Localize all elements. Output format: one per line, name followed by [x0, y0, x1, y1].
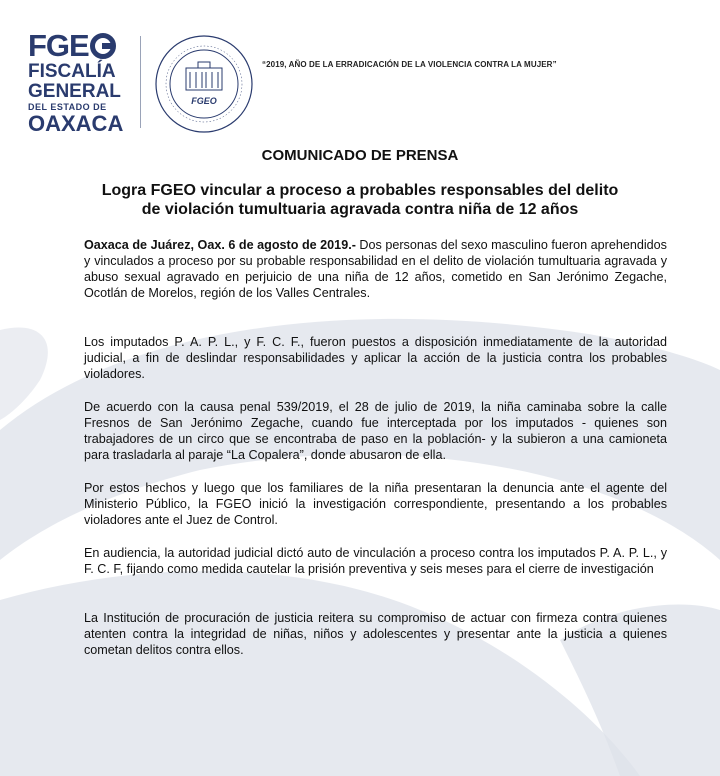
seal-label: FGEO	[191, 96, 217, 106]
paragraph-6: La Institución de procuración de justicia reitera su compromiso de actuar con firmeza contra quienes atenten contra la integridad de niñas, niños y adolescentes y presentar ante la justicia a quienes cometan delitos contra ellos.	[84, 611, 667, 657]
dateline: Oaxaca de Juárez, Oax. 6 de agosto de 2019.-	[84, 238, 356, 252]
paragraph-5: En audiencia, la autoridad judicial dictó auto de vinculación a proceso contra los imputados P. A. P. L., y F. C. F, fijando como medida cautelar la prisión preventiva y seis meses para el cierre de investigación	[84, 546, 667, 576]
paragraph-2: Los imputados P. A. P. L., y F. C. F., fueron puestos a disposición inmediatamente de la autoridad judicial, a fin de deslindar responsabilidades y aplicar la acción de la justicia contra los probables violadores.	[84, 335, 667, 381]
paragraph-4: Por estos hechos y luego que los familiares de la niña presentaran la denuncia ante el agente del Ministerio Público, la FGEO inició la investigación correspondiente, presentando a los probables violadores ante el Juez de Control.	[84, 481, 667, 527]
logo-line-del-estado: DEL ESTADO DE	[28, 102, 107, 112]
logo-short-text: FGE	[28, 28, 89, 63]
logo-line-general: GENERAL	[28, 81, 121, 102]
title-line-1: Logra FGEO vincular a proceso a probables responsables del delito	[101, 182, 619, 199]
fgeo-logo	[28, 30, 130, 135]
logo-line-oaxaca: OAXACA	[28, 111, 124, 136]
header-motto: “2019, AÑO DE LA ERRADICACIÓN DE LA VIOLENCIA CONTRA LA MUJER”	[262, 60, 557, 69]
state-seal-icon	[154, 34, 254, 134]
logo-fgeo-wordmark	[28, 30, 130, 62]
document-heading: COMUNICADO DE PRENSA	[261, 147, 459, 164]
paragraph-1-text: Dos personas del sexo masculino fueron aprehendidos y vinculados a proceso por su probable responsabilidad en el delito de violación tumultuaria agravada y abuso sexual agravado en perjuicio de una niña de 12 años, cometido en San Jerónimo Zegache, Ocotlán de Morelos, región de los Valles Centrales.	[84, 238, 667, 300]
title-line-2: de violación tumultuaria agravada contra niña de 12 años	[141, 201, 579, 218]
paragraph-3: De acuerdo con la causa penal 539/2019, el 28 de julio de 2019, la niña caminaba sobre la calle Fresnos de San Jerónimo Zegache, cuando fue interceptada por los imputados - quienes son trabajadores de un circo que se encontraba de paso en la población- y la subieron a una camioneta para trasladarla al paraje “La Copalera”, donde abusaron de ella.	[84, 400, 667, 462]
header-divider	[140, 36, 141, 128]
logo-line-fiscalia: FISCALÍA	[28, 61, 116, 82]
logo-o-icon	[90, 33, 116, 59]
paragraph-1	[84, 237, 667, 301]
press-release-title	[0, 181, 720, 219]
